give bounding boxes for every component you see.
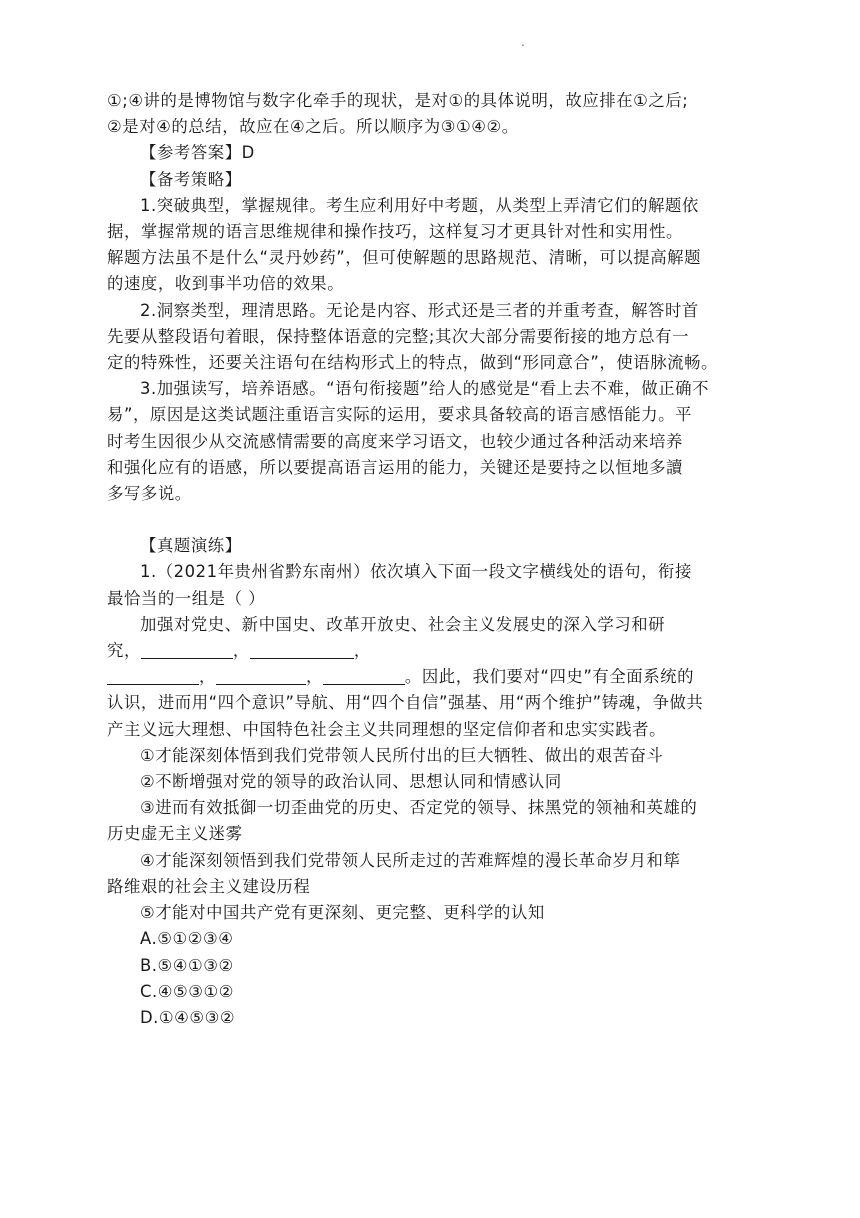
item-3-line-2: 历史虚无主义迷雾: [107, 824, 243, 844]
blank-comma-1: ，: [232, 641, 250, 661]
blank-comma-2: ，: [353, 641, 371, 661]
option-a: A.⑤①②③④: [140, 929, 234, 949]
strategy-3-line-5: 多写多说。: [107, 484, 192, 504]
passage-prefix: 究，: [107, 641, 141, 661]
document-body: [107, 88, 753, 1031]
header-mark: .: [521, 35, 525, 49]
analysis-line-1: ①;④讲的是博物馆与数字化牵手的现状，是对①的具体说明，故应排在①之后;: [107, 91, 689, 110]
strategy-1-line-4: 的速度，收到事半功倍的效果。: [107, 274, 345, 294]
option-c: C.④⑤③①②: [140, 981, 234, 1001]
blank-comma-3: ，: [199, 667, 216, 687]
section-title: 【真题演练】: [140, 536, 242, 556]
blank-3: [107, 668, 199, 685]
item-4-line-2: 路维艰的社会主义建设历程: [107, 876, 311, 896]
question-stem-line-2: 最恰当的一组是（ ）: [107, 588, 266, 608]
passage-line-4: 认识，进而用“四个意识”导航、用“四个自信”强基、用“两个维护”铸魂，争做共: [107, 693, 704, 713]
blank-4: [216, 668, 306, 685]
passage-line-1: 加强对党史、新中国史、改革开放史、社会主义发展史的深入学习和研: [140, 614, 666, 634]
passage-line-5: 产主义远大理想、中国特色社会主义共同理想的坚定信仰者和忠实实践者。: [107, 719, 667, 739]
strategy-2-line-1: 2.洞察类型，理清思路。无论是内容、形式还是三者的并重考查，解答时首: [140, 300, 699, 320]
item-2: ②不断增强对党的领导的政治认同、思想认同和情感认同: [140, 772, 562, 792]
question-stem-line-1: 1.（2021年贵州省黔东南州）依次填入下面一段文字横线处的语句，衔接: [140, 562, 692, 582]
strategy-3-line-3: 时考生因很少从交流感情需要的高度来学习语文，也较少通过各种活动来培养: [107, 431, 683, 451]
blank-comma-4: ，: [305, 667, 323, 687]
blank-2: [250, 642, 354, 659]
strategy-2-line-3: 定的特殊性，还要关注语句在结构形式上的特点，做到“形同意合”，使语脉流畅。: [107, 353, 719, 373]
strategy-3-line-4: 和强化应有的语感，所以要提高语言运用的能力，关键还是要持之以恒地多讀: [107, 457, 683, 477]
blank-5: [323, 668, 405, 685]
analysis-line-2: ②是对④的总结，故应在④之后。所以顺序为③①④②。: [107, 117, 519, 137]
strategy-1-line-3: 解题方法虽不是什么“灵丹妙药”，但可使解题的思路规范、清晰，可以提高解题: [107, 248, 702, 268]
strategy-1-line-2: 据，掌握常规的语言思维规律和操作技巧，这样复习才更具针对性和实用性。: [107, 222, 683, 242]
item-4-line-1: ④才能深刻领悟到我们党带领人民所走过的苦难辉煌的漫长革命岁月和筚: [140, 850, 681, 870]
item-3-line-1: ③进而有效抵御一切歪曲党的历史、否定党的领导、抹黑党的领袖和英雄的: [140, 798, 698, 818]
strategy-3-line-2: 易”，原因是这类试题注重语言实际的运用，要求具备较高的语言感悟能力。平: [107, 405, 693, 425]
passage-line-2: [107, 638, 753, 664]
option-b: B.⑤④①③②: [140, 955, 234, 975]
strategy-2-line-2: 先要从整段语句着眼，保持整体语意的完整;其次大部分需要衔接的地方总有一: [107, 326, 690, 346]
passage-suffix: 。因此，我们要对“四史”有全面系统的: [404, 667, 695, 687]
passage-line-3: [107, 664, 753, 690]
item-5: ⑤才能对中国共产党有更深刻、更完整、更科学的认知: [140, 903, 545, 923]
item-1: ①才能深刻体悟到我们党带领人民所付出的巨大牺牲、做出的艰苦奋斗: [140, 745, 664, 765]
reference-answer: 【参考答案】D: [140, 143, 255, 163]
strategy-3-line-1: 3.加强读写，培养语感。“语句衔接题”给人的感觉是“看上去不难，做正确不: [140, 379, 710, 399]
section-spacer: [107, 507, 753, 533]
strategy-heading: 【备考策略】: [140, 169, 242, 189]
option-d: D.①④⑤③②: [140, 1007, 236, 1027]
strategy-1-line-1: 1.突破典型，掌握规律。考生应利用好中考题，从类型上弄清它们的解题依: [140, 195, 699, 215]
blank-1: [141, 642, 233, 659]
